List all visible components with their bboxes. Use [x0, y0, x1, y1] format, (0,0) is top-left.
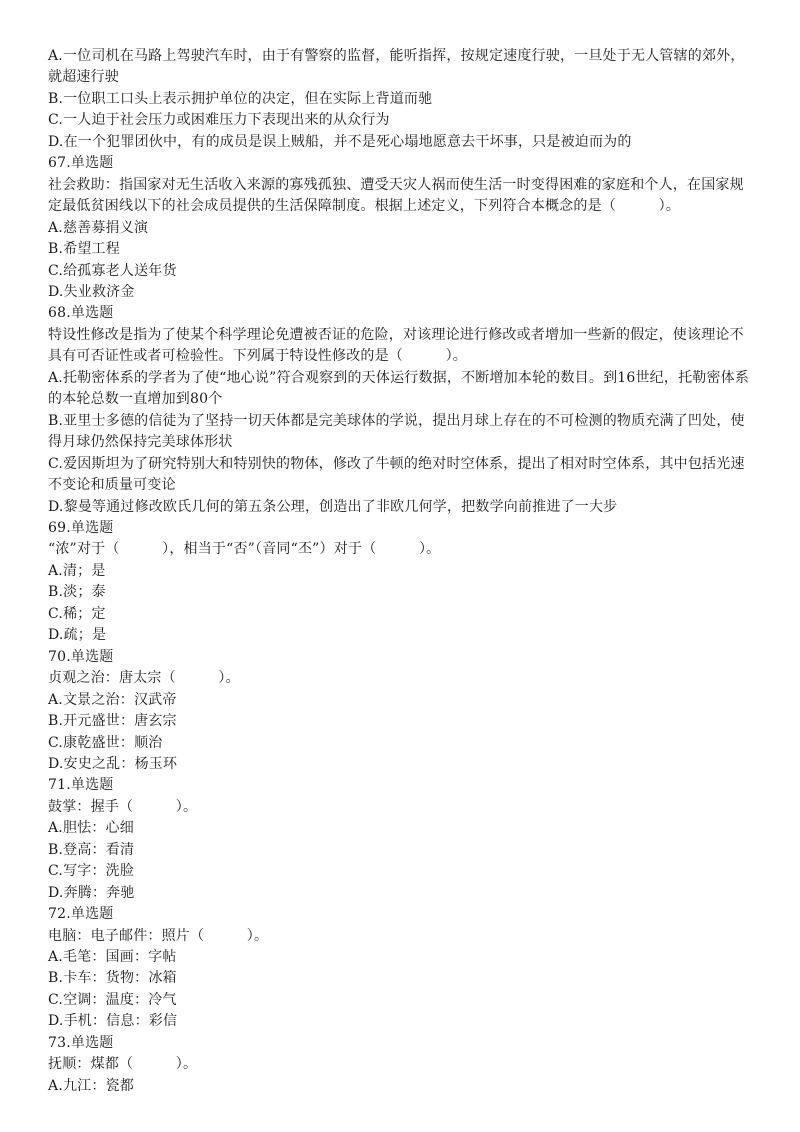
- option-c: C.空调：温度：冷气: [48, 991, 177, 1008]
- question-stem: 电脑：电子邮件：照片（ ）。: [48, 927, 269, 944]
- option-a: A.毛笔：国画：字帖: [48, 949, 177, 966]
- question-stem: 贞观之治：唐太宗（ ）。: [48, 670, 240, 687]
- option-b: B.淡；泰: [48, 584, 106, 601]
- option-b: B.开元盛世：唐玄宗: [48, 713, 177, 730]
- option-c: C.写字：洗脸: [48, 863, 135, 880]
- question-header: 73.单选题: [48, 1034, 114, 1051]
- option-d: D.安史之乱：杨玉环: [48, 755, 178, 772]
- option-c: C.给孤寡老人送年货: [48, 262, 177, 279]
- option-b: B.卡车：货物：冰箱: [48, 970, 177, 987]
- previous-question-options: [48, 46, 752, 153]
- question-70: [48, 647, 752, 776]
- question-69: [48, 518, 752, 647]
- option-d: D.手机：信息：彩信: [48, 1013, 178, 1030]
- option-c: C.一人迫于社会压力或困难压力下表现出来的从众行为: [48, 112, 390, 129]
- option-c: C.康乾盛世：顺治: [48, 734, 163, 751]
- question-header: 69.单选题: [48, 519, 114, 536]
- option-a: A.胆怯：心细: [48, 820, 134, 837]
- question-header: 67.单选题: [48, 155, 114, 172]
- option-a: A.文景之治：汉武帝: [48, 691, 177, 708]
- question-stem: 抚顺：煤都（ ）。: [48, 1056, 198, 1073]
- option-a: A.一位司机在马路上驾驶汽车时，由于有警察的监督，能听指挥，按规定速度行驶，一旦处于无人管辖的郊外，就超速行驶: [48, 48, 745, 86]
- option-a: A.清；是: [48, 562, 106, 579]
- option-b: B.亚里士多德的信徒为了坚持一切天体都是完美球体的学说，提出月球上存在的不可检测的物质充满了凹处，使得月球仍然保持完美球体形状: [48, 412, 745, 451]
- question-header: 68.单选题: [48, 305, 114, 322]
- option-a: A.托勒密体系的学者为了使“地心说”符合观察到的天体运行数据，不断增加本轮的数目。到16世纪，托勒密体系的本轮总数一直增加到80个: [48, 369, 750, 408]
- question-stem: 社会救助：指国家对无生活收入来源的寡残孤独、遭受天灾人祸而使生活一时变得困难的家庭和个人，在国家规定最低贫困线以下的社会成员提供的生活保障制度。根据上述定义，下列符合本概念的是（ ）。: [48, 176, 744, 215]
- exam-page: [48, 46, 752, 1097]
- option-d: D.黎曼等通过修改欧氏几何的第五条公理，创造出了非欧几何学，把数学向前推进了一大步: [48, 498, 618, 515]
- question-header: 72.单选题: [48, 906, 114, 923]
- question-header: 71.单选题: [48, 777, 114, 794]
- option-d: D.在一个犯罪团伙中，有的成员是误上贼船，并不是死心塌地愿意去干坏事，只是被迫而为的: [48, 133, 632, 150]
- question-stem: 鼓掌：握手（ ）。: [48, 798, 198, 815]
- option-d: D.疏；是: [48, 627, 107, 644]
- option-c: C.稀；定: [48, 605, 106, 622]
- question-stem: “浓”对于（ ），相当于“否”（音同“丕”）对于（ ）。: [48, 541, 441, 558]
- question-73: [48, 1033, 752, 1097]
- question-72: [48, 904, 752, 1033]
- question-68: [48, 303, 752, 518]
- option-c: C.爱因斯坦为了研究特别大和特别快的物体，修改了牛顿的绝对时空体系，提出了相对时空体系，其中包括光速不变论和质量可变论: [48, 455, 745, 494]
- question-stem: 特设性修改是指为了使某个科学理论免遭被否证的危险，对该理论进行修改或者增加一些新的假定，使该理论不具有可否证性或者可检验性。下列属于特设性修改的是（ ）。: [48, 326, 744, 365]
- option-a: A.九江：瓷都: [48, 1077, 134, 1094]
- option-b: B.登高：看清: [48, 841, 135, 858]
- option-b: B.一位职工口头上表示拥护单位的决定，但在实际上背道而驰: [48, 90, 433, 107]
- question-header: 70.单选题: [48, 648, 114, 665]
- question-67: [48, 153, 752, 303]
- option-b: B.希望工程: [48, 241, 120, 258]
- question-71: [48, 775, 752, 904]
- option-a: A.慈善募捐义演: [48, 219, 149, 236]
- option-d: D.失业救济金: [48, 283, 135, 300]
- option-d: D.奔腾：奔驰: [48, 884, 135, 901]
